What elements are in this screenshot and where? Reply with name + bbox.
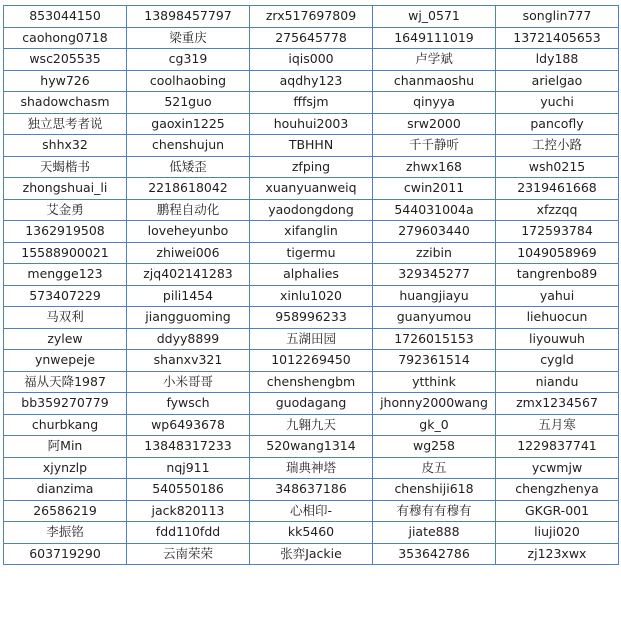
table-cell: 瑞典神塔 <box>250 457 373 479</box>
table-cell: huangjiayu <box>373 285 496 307</box>
table-cell: fywsch <box>127 393 250 415</box>
table-cell: 艾金勇 <box>4 199 127 221</box>
table-cell: gk_0 <box>373 414 496 436</box>
table-cell: 520wang1314 <box>250 436 373 458</box>
table-cell: 卢学斌 <box>373 49 496 71</box>
table-cell: guodagang <box>250 393 373 415</box>
table-row <box>4 500 619 522</box>
table-cell: ytthink <box>373 371 496 393</box>
table-row <box>4 371 619 393</box>
table-cell: bb359270779 <box>4 393 127 415</box>
table-cell: shhx32 <box>4 135 127 157</box>
table-cell: ddyy8899 <box>127 328 250 350</box>
table-cell: nqj911 <box>127 457 250 479</box>
table-row <box>4 70 619 92</box>
table-cell: 张弈Jackie <box>250 543 373 565</box>
table-cell: songlin777 <box>496 6 619 28</box>
table-cell: 13848317233 <box>127 436 250 458</box>
table-cell: jhonny2000wang <box>373 393 496 415</box>
table-cell: liehuocun <box>496 307 619 329</box>
table-cell: dianzima <box>4 479 127 501</box>
table-cell: 2218618042 <box>127 178 250 200</box>
table-cell: 1726015153 <box>373 328 496 350</box>
table-cell: 福从天降1987 <box>4 371 127 393</box>
table-cell: 有穆有有穆有 <box>373 500 496 522</box>
table-row <box>4 436 619 458</box>
table-cell: 小米哥哥 <box>127 371 250 393</box>
table-cell: arielgao <box>496 70 619 92</box>
table-row <box>4 92 619 114</box>
table-row <box>4 221 619 243</box>
table-cell: xinlu1020 <box>250 285 373 307</box>
table-cell: tigermu <box>250 242 373 264</box>
table-cell: churbkang <box>4 414 127 436</box>
table-row <box>4 307 619 329</box>
table-cell: 阿Min <box>4 436 127 458</box>
table-cell: 353642786 <box>373 543 496 565</box>
table-cell: coolhaobing <box>127 70 250 92</box>
table-cell: ynwepeje <box>4 350 127 372</box>
table-row <box>4 393 619 415</box>
table-row <box>4 178 619 200</box>
table-cell: alphalies <box>250 264 373 286</box>
table-row <box>4 328 619 350</box>
table-cell: 958996233 <box>250 307 373 329</box>
table-row <box>4 522 619 544</box>
table-row <box>4 285 619 307</box>
table-cell: yaodongdong <box>250 199 373 221</box>
table-cell: zzibin <box>373 242 496 264</box>
table-cell: chenshujun <box>127 135 250 157</box>
table-cell: zfping <box>250 156 373 178</box>
table-cell: 心相印- <box>250 500 373 522</box>
username-table <box>3 5 619 565</box>
table-row <box>4 113 619 135</box>
table-cell: 1649111019 <box>373 27 496 49</box>
table-cell: jiate888 <box>373 522 496 544</box>
table-cell: wsh0215 <box>496 156 619 178</box>
table-row <box>4 264 619 286</box>
table-cell: yahui <box>496 285 619 307</box>
table-cell: zylew <box>4 328 127 350</box>
table-cell: 13898457797 <box>127 6 250 28</box>
table-cell: fdd110fdd <box>127 522 250 544</box>
table-cell: 1012269450 <box>250 350 373 372</box>
table-cell: aqdhy123 <box>250 70 373 92</box>
table-cell: 鹏程自动化 <box>127 199 250 221</box>
table-body <box>4 6 619 565</box>
table-cell: wsc205535 <box>4 49 127 71</box>
table-cell: shadowchasm <box>4 92 127 114</box>
table-cell: xuanyuanweiq <box>250 178 373 200</box>
table-row <box>4 457 619 479</box>
table-cell: kk5460 <box>250 522 373 544</box>
table-cell: xjynzlp <box>4 457 127 479</box>
table-cell: 独立思考者说 <box>4 113 127 135</box>
table-cell: TBHHN <box>250 135 373 157</box>
table-cell: shanxv321 <box>127 350 250 372</box>
table-row <box>4 49 619 71</box>
table-row <box>4 199 619 221</box>
table-cell: 275645778 <box>250 27 373 49</box>
table-cell: 千千静听 <box>373 135 496 157</box>
table-cell: hyw726 <box>4 70 127 92</box>
table-cell: 梁重庆 <box>127 27 250 49</box>
table-cell: xifanglin <box>250 221 373 243</box>
table-cell: 540550186 <box>127 479 250 501</box>
table-cell: 1362919508 <box>4 221 127 243</box>
table-cell: wg258 <box>373 436 496 458</box>
table-cell: 五月寒 <box>496 414 619 436</box>
table-cell: liyouwuh <box>496 328 619 350</box>
table-cell: 1229837741 <box>496 436 619 458</box>
table-cell: 15588900021 <box>4 242 127 264</box>
table-cell: pancofly <box>496 113 619 135</box>
table-cell: fffsjm <box>250 92 373 114</box>
table-cell: 马双利 <box>4 307 127 329</box>
table-cell: wp6493678 <box>127 414 250 436</box>
table-cell: iqis000 <box>250 49 373 71</box>
table-cell: 皮五 <box>373 457 496 479</box>
table-cell: zhiwei006 <box>127 242 250 264</box>
table-row <box>4 27 619 49</box>
table-cell: zrx517697809 <box>250 6 373 28</box>
table-cell: 853044150 <box>4 6 127 28</box>
table-cell: yuchi <box>496 92 619 114</box>
table-cell: chanmaoshu <box>373 70 496 92</box>
table-cell: 五湖田园 <box>250 328 373 350</box>
table-cell: niandu <box>496 371 619 393</box>
table-cell: 工控小路 <box>496 135 619 157</box>
table-cell: 2319461668 <box>496 178 619 200</box>
table-cell: 13721405653 <box>496 27 619 49</box>
table-cell: pili1454 <box>127 285 250 307</box>
table-cell: 172593784 <box>496 221 619 243</box>
table-cell: chengzhenya <box>496 479 619 501</box>
table-cell: 26586219 <box>4 500 127 522</box>
table-cell: caohong0718 <box>4 27 127 49</box>
table-cell: loveheyunbo <box>127 221 250 243</box>
table-cell: liuji020 <box>496 522 619 544</box>
table-cell: 348637186 <box>250 479 373 501</box>
table-cell: cwin2011 <box>373 178 496 200</box>
table-cell: 1049058969 <box>496 242 619 264</box>
table-cell: xfzzqq <box>496 199 619 221</box>
table-cell: GKGR-001 <box>496 500 619 522</box>
table-cell: 792361514 <box>373 350 496 372</box>
table-cell: tangrenbo89 <box>496 264 619 286</box>
table-cell: 544031004a <box>373 199 496 221</box>
table-cell: 云南荣荣 <box>127 543 250 565</box>
table-cell: ldy188 <box>496 49 619 71</box>
table-cell: 九翱九天 <box>250 414 373 436</box>
table-row <box>4 350 619 372</box>
table-cell: zjq402141283 <box>127 264 250 286</box>
table-row <box>4 479 619 501</box>
table-cell: guanyumou <box>373 307 496 329</box>
table-cell: zmx1234567 <box>496 393 619 415</box>
table-cell: ycwmjw <box>496 457 619 479</box>
table-cell: chenshengbm <box>250 371 373 393</box>
table-cell: 李振铭 <box>4 522 127 544</box>
table-cell: cygld <box>496 350 619 372</box>
table-row <box>4 414 619 436</box>
table-cell: cg319 <box>127 49 250 71</box>
table-cell: 603719290 <box>4 543 127 565</box>
table-cell: 329345277 <box>373 264 496 286</box>
table-cell: 天蝎楷书 <box>4 156 127 178</box>
table-row <box>4 543 619 565</box>
table-row <box>4 135 619 157</box>
table-row <box>4 156 619 178</box>
table-cell: qinyya <box>373 92 496 114</box>
table-cell: zhongshuai_li <box>4 178 127 200</box>
table-cell: mengge123 <box>4 264 127 286</box>
table-cell: chenshiji618 <box>373 479 496 501</box>
table-cell: houhui2003 <box>250 113 373 135</box>
table-cell: 521guo <box>127 92 250 114</box>
table-cell: srw2000 <box>373 113 496 135</box>
table-cell: zj123xwx <box>496 543 619 565</box>
table-cell: 279603440 <box>373 221 496 243</box>
table-cell: jack820113 <box>127 500 250 522</box>
table-row <box>4 6 619 28</box>
table-cell: 低矮歪 <box>127 156 250 178</box>
table-cell: 573407229 <box>4 285 127 307</box>
table-cell: zhwx168 <box>373 156 496 178</box>
table-cell: wj_0571 <box>373 6 496 28</box>
table-row <box>4 242 619 264</box>
table-cell: jiangguoming <box>127 307 250 329</box>
table-cell: gaoxin1225 <box>127 113 250 135</box>
